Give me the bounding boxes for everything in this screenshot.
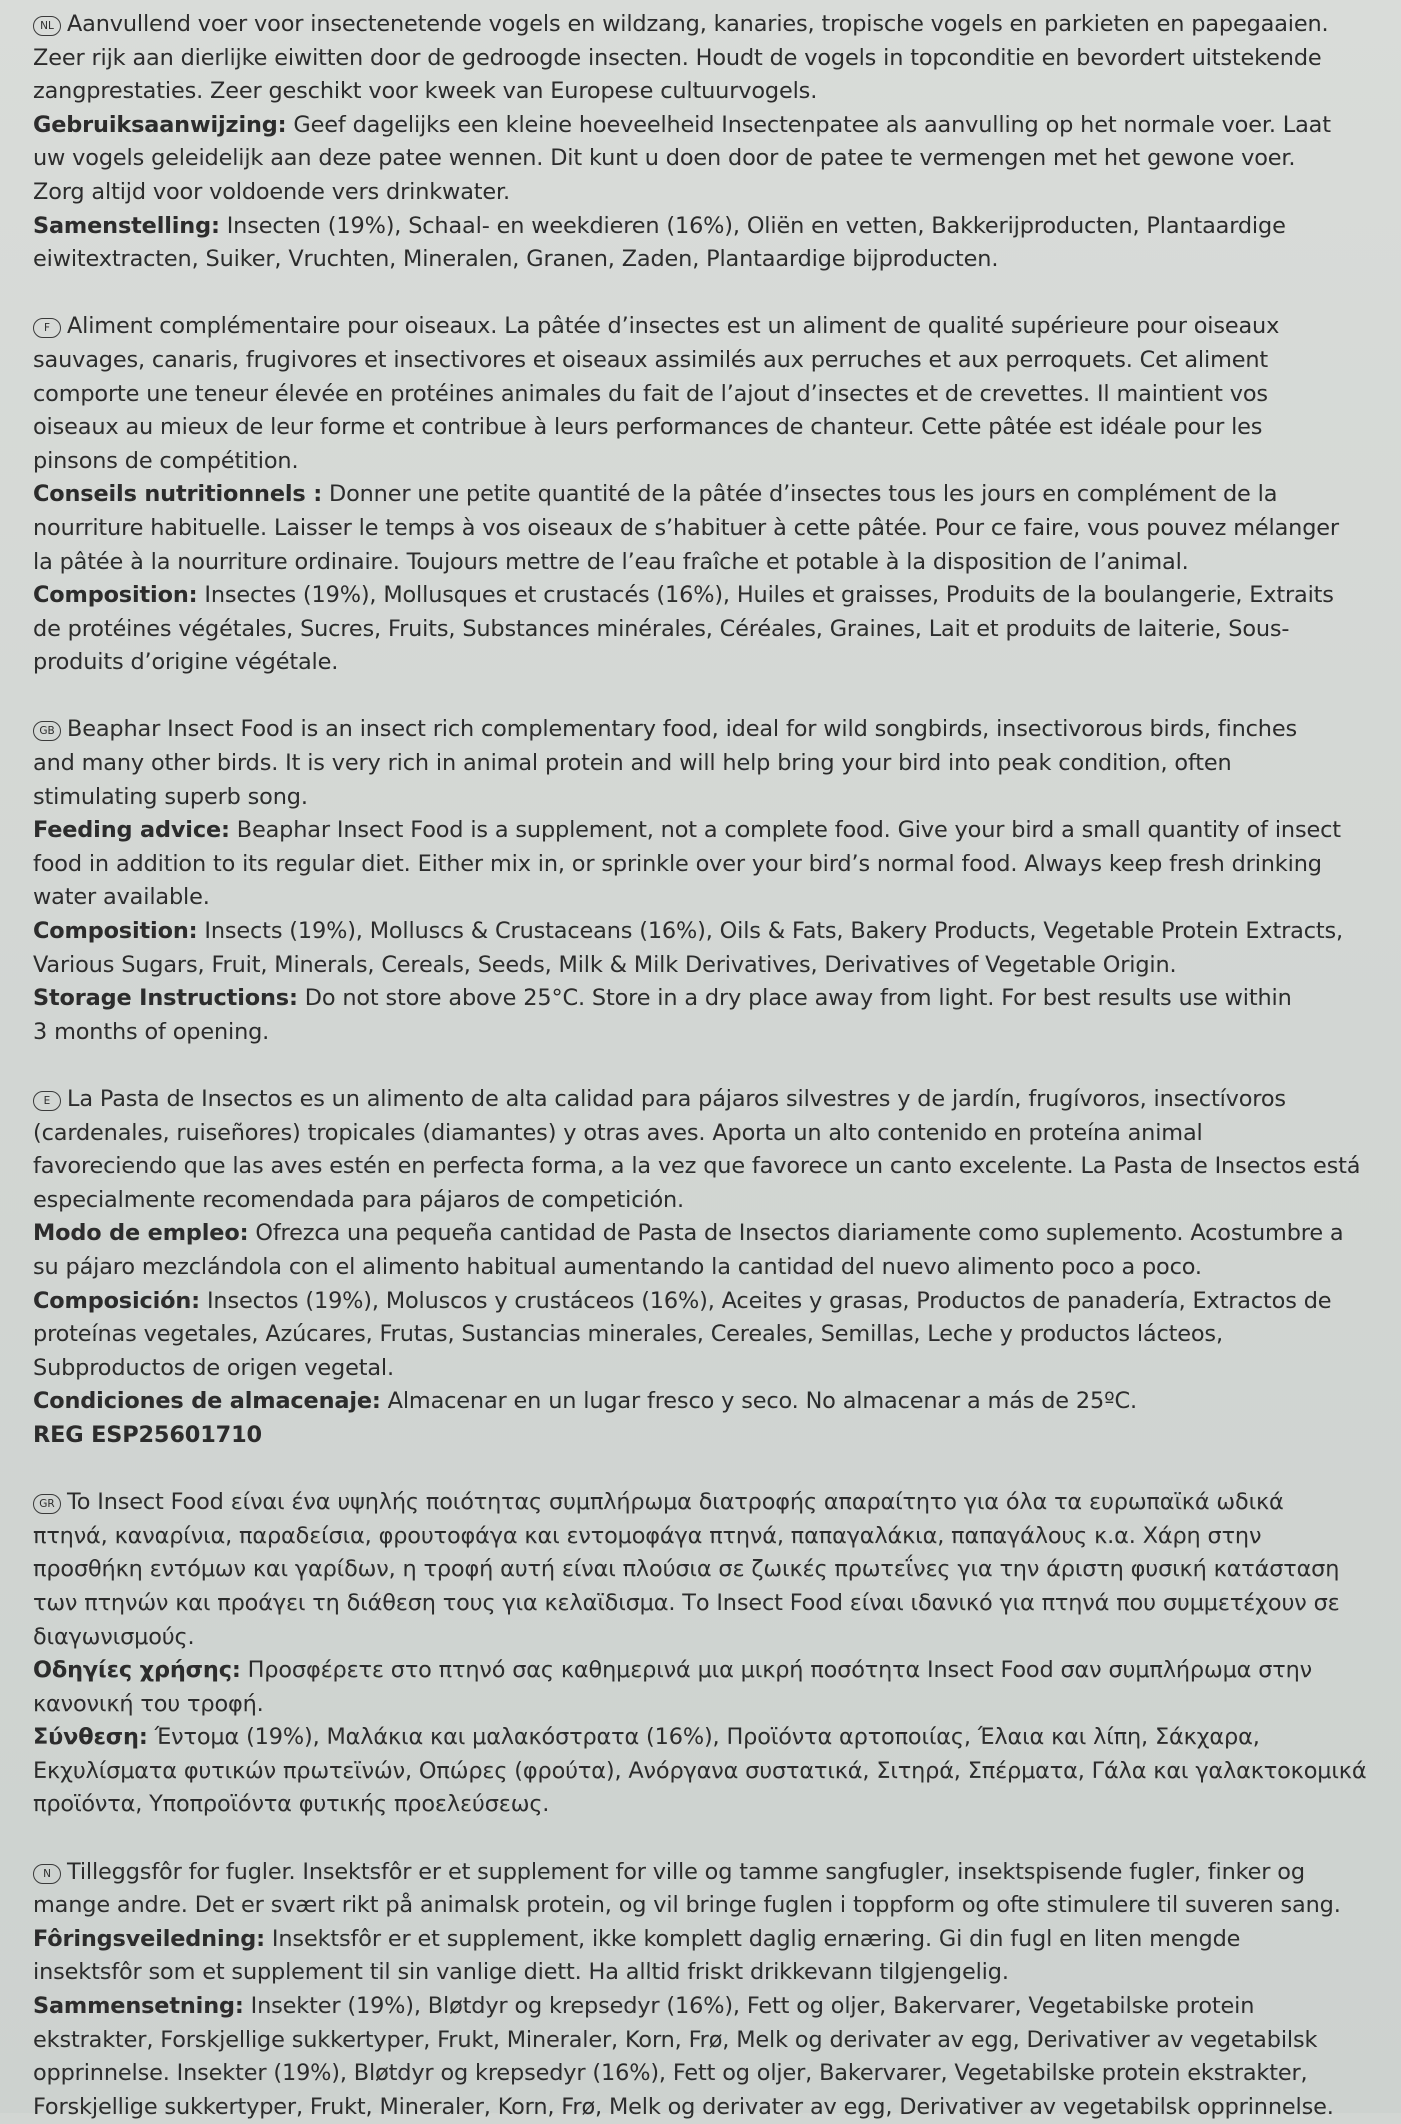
paragraph-label: Composición:	[33, 1287, 200, 1314]
language-section-gr	[33, 1486, 1381, 1822]
language-section-f	[33, 310, 1381, 680]
language-code-badge: NL	[33, 16, 61, 36]
paragraph-label: Samenstelling:	[33, 212, 220, 239]
paragraph-label: Modo de empleo:	[33, 1220, 249, 1247]
paragraph-label: Composition:	[33, 918, 198, 945]
paragraph-text: Aanvullend voer voor insectenetende vogels en wildzang, kanaries, tropische vogels en parkieten en papegaaien. Zeer rijk aan dierlijke eiwitten door de gedroogde insecten. Houdt de vogels in topconditie en bevordert uitstekende zangprestaties. Zeer geschikt voor kweek van Europese cultuurvogels.	[33, 11, 1329, 105]
paragraph-label: Σύνθεση:	[33, 1724, 148, 1751]
paragraph-text: Insectes (19%), Mollusques et crustacés (16%), Huiles et graisses, Produits de la boulangerie, Extraits de protéines végétales, Sucres, Fruits, Substances minérales, Céréales, Graines, Lait et produits de laiterie, Sous- produits d’origine végétale.	[33, 582, 1334, 676]
paragraph-text: Insektsfôr er et supplement, ikke komplett daglig ernæring. Gi din fugl en liten mengde insektsfôr som et supplement til sin vanlige diett. Ha alltid friskt drikkevann tilgjengelig.	[33, 1925, 1241, 1986]
language-section-e	[33, 1083, 1381, 1453]
labeled-paragraph	[33, 915, 1381, 982]
intro-paragraph	[33, 1083, 1381, 1217]
language-section-n	[33, 1856, 1381, 2124]
paragraph-label: Fôringsveiledning:	[33, 1925, 265, 1952]
paragraph-label: Feeding advice:	[33, 817, 230, 844]
intro-paragraph	[33, 310, 1381, 478]
labeled-paragraph	[33, 1419, 1381, 1453]
labeled-paragraph	[33, 1385, 1381, 1419]
paragraph-label: REG ESP25601710	[33, 1421, 262, 1448]
intro-paragraph	[33, 1486, 1381, 1654]
labeled-paragraph	[33, 109, 1381, 210]
paragraph-label: Storage Instructions:	[33, 985, 298, 1012]
paragraph-text: Beaphar Insect Food is a supplement, not a complete food. Give your bird a small quantity of insect food in addition to its regular diet. Either mix in, or sprinkle over your bird’s normal food. Always keep fresh drinking water available.	[33, 817, 1341, 911]
labeled-paragraph	[33, 478, 1381, 579]
paragraph-label: Οδηγίες χρήσης:	[33, 1657, 241, 1684]
paragraph-text: To Insect Food είναι ένα υψηλής ποιότητας συμπλήρωμα διατροφής απαραίτητο για όλα τα ευρωπαϊκά ωδικά πτηνά, καναρίνια, παραδείσια, φρουτοφάγα και εντομοφάγα πτηνά, παπαγαλάκια, παπαγάλους κ.α. Χάρη στην προσθήκη εντόμων και γαρίδων, η τροφή αυτή είναι πλούσια σε ζωικές πρωτεΐνες για την άριστη φυσική κατάσταση των πτηνών και προάγει τη διάθεση τους για κελαϊδισμα. Το Insect Food είναι ιδανικό για πτηνά που συμμετέχουν σε διαγωνισμούς.	[33, 1489, 1340, 1650]
paragraph-text: Aliment complémentaire pour oiseaux. La pâtée d’insectes est un aliment de qualité supérieure pour oiseaux sauvages, canaris, frugivores et insectivores et oiseaux assimilés aux perruches et aux perroquets. Cet aliment comporte une teneur élevée en protéines animales du fait de l’ajout d’insectes et de crevettes. Il maintient vos oiseaux au mieux de leur forme et contribue à leurs performances de chanteur. Cette pâtée est idéale pour les pinsons de compétition.	[33, 313, 1280, 474]
paragraph-label: Gebruiksaanwijzing:	[33, 111, 287, 138]
language-code-badge: F	[33, 318, 61, 338]
language-code-badge: N	[33, 1864, 61, 1884]
intro-paragraph	[33, 8, 1381, 109]
paragraph-text: Tilleggsfôr for fugler. Insektsfôr er et supplement for ville og tamme sangfugler, insektspisende fugler, finker og mange andre. Det er svært rikt på animalsk protein, og vil bringe fuglen i toppform og ofte stimulere til suveren sang.	[33, 1858, 1341, 1919]
language-section-nl	[33, 8, 1381, 277]
paragraph-text: Έντομα (19%), Μαλάκια και μαλακόστρατα (16%), Προϊόντα αρτοποιίας, Έλαια και λίπη, Σάκχαρα, Εκχυλίσματα φυτικών πρωτεϊνών, Οπώρες (φρούτα), Ανόργανα συστατικά, Σιτηρά, Σπέρματα, Γάλα και γαλακτοκομικά προϊόντα, Υποπροϊόντα φυτικής προελεύσεως.	[33, 1724, 1367, 1818]
language-code-badge: GR	[33, 1494, 61, 1514]
intro-paragraph	[33, 713, 1381, 814]
paragraph-text: Do not store above 25°C. Store in a dry place away from light. For best results use within 3 months of opening.	[33, 985, 1292, 1045]
paragraph-text: Insekter (19%), Bløtdyr og krepsedyr (16%), Fett og oljer, Bakervarer, Vegetabilske protein ekstrakter, Forskjellige sukkertyper, Frukt, Mineraler, Korn, Frø, Melk og derivater av egg, Derivativer av vegetabilsk opprinnelse. Insekter (19%), Bløtdyr og krepsedyr (16%), Fett og oljer, Bakervarer, Vegetabilske protein ekstrakter, Forskjellige sukkertyper, Frukt, Mineraler, Korn, Frø, Melk og derivater av egg, Derivativer av vegetabilsk opprinnelse.	[33, 1993, 1334, 2120]
language-code-badge: GB	[33, 721, 61, 741]
labeled-paragraph	[33, 1217, 1381, 1284]
labeled-paragraph	[33, 1923, 1381, 1990]
labeled-paragraph	[33, 210, 1381, 277]
paragraph-text: Insecten (19%), Schaal- en weekdieren (16%), Oliën en vetten, Bakkerijproducten, Plantaardige eiwitextracten, Suiker, Vruchten, Mineralen, Granen, Zaden, Plantaardige bijproducten.	[33, 212, 1286, 273]
paragraph-text: La Pasta de Insectos es un alimento de alta calidad para pájaros silvestres y de jardín, frugívoros, insectívoros (cardenales, ruiseñores) tropicales (diamantes) y otras aves. Aporta un alto contenido en proteína animal favoreciendo que las aves estén en perfecta forma, a la vez que favorece un canto excelente. La Pasta de Insectos está especialmente recomendada para pájaros de competición.	[33, 1086, 1361, 1213]
paragraph-label: Condiciones de almacenaje:	[33, 1388, 381, 1415]
labeled-paragraph	[33, 982, 1381, 1049]
labeled-paragraph	[33, 579, 1381, 680]
language-code-badge: E	[33, 1091, 61, 1111]
paragraph-text: Insects (19%), Molluscs & Crustaceans (16%), Oils & Fats, Bakery Products, Vegetable Protein Extracts, Various Sugars, Fruit, Minerals, Cereals, Seeds, Milk & Milk Derivatives, Derivatives of Vegetable Origin.	[33, 918, 1344, 978]
labeled-paragraph	[33, 1721, 1381, 1822]
labeled-paragraph	[33, 1285, 1381, 1386]
paragraph-text: Προσφέρετε στο πτηνό σας καθημερινά μια μικρή ποσότητα Insect Food σαν συμπλήρωμα στην κανονική του τροφή.	[33, 1657, 1313, 1717]
labeled-paragraph	[33, 1990, 1381, 2124]
paragraph-label: Composition:	[33, 582, 198, 609]
paragraph-label: Sammensetning:	[33, 1993, 244, 2020]
paragraph-text: Donner une petite quantité de la pâtée d’insectes tous les jours en complément de la nourriture habituelle. Laisser le temps à vos oiseaux de s’habituer à cette pâtée. Pour ce faire, vous pouvez mélanger la pâtée à la nourriture ordinaire. Toujours mettre de l’eau fraîche et potable à la disposition de l’animal.	[33, 481, 1339, 575]
paragraph-text: Ofrezca una pequeña cantidad de Pasta de Insectos diariamente como suplemento. Acostumbre a su pájaro mezclándola con el alimento habitual aumentando la cantidad del nuevo alimento poco a poco.	[33, 1220, 1344, 1280]
paragraph-label: Conseils nutritionnels :	[33, 481, 323, 508]
paragraph-text: Insectos (19%), Moluscos y crustáceos (16%), Aceites y grasas, Productos de panadería, Extractos de proteínas vegetales, Azúcares, Frutas, Sustancias minerales, Cereales, Semillas, Leche y productos lácteos, Subproductos de origen vegetal.	[33, 1287, 1332, 1381]
paragraph-text: Geef dagelijks een kleine hoeveelheid Insectenpatee als aanvulling op het normale voer. Laat uw vogels geleidelijk aan deze patee wennen. Dit kunt u doen door de patee te vermengen met het gewone voer. Zorg altijd voor voldoende vers drinkwater.	[33, 111, 1331, 205]
intro-paragraph	[33, 1856, 1381, 1923]
paragraph-text: Almacenar en un lugar fresco y seco. No almacenar a más de 25ºC.	[380, 1388, 1137, 1415]
paragraph-text: Beaphar Insect Food is an insect rich complementary food, ideal for wild songbirds, insectivorous birds, finches and many other birds. It is very rich in animal protein and will help bring your bird into peak condition, often stimulating superb song.	[33, 716, 1297, 810]
labeled-paragraph	[33, 1654, 1381, 1721]
language-section-gb	[33, 713, 1381, 1049]
labeled-paragraph	[33, 814, 1381, 915]
